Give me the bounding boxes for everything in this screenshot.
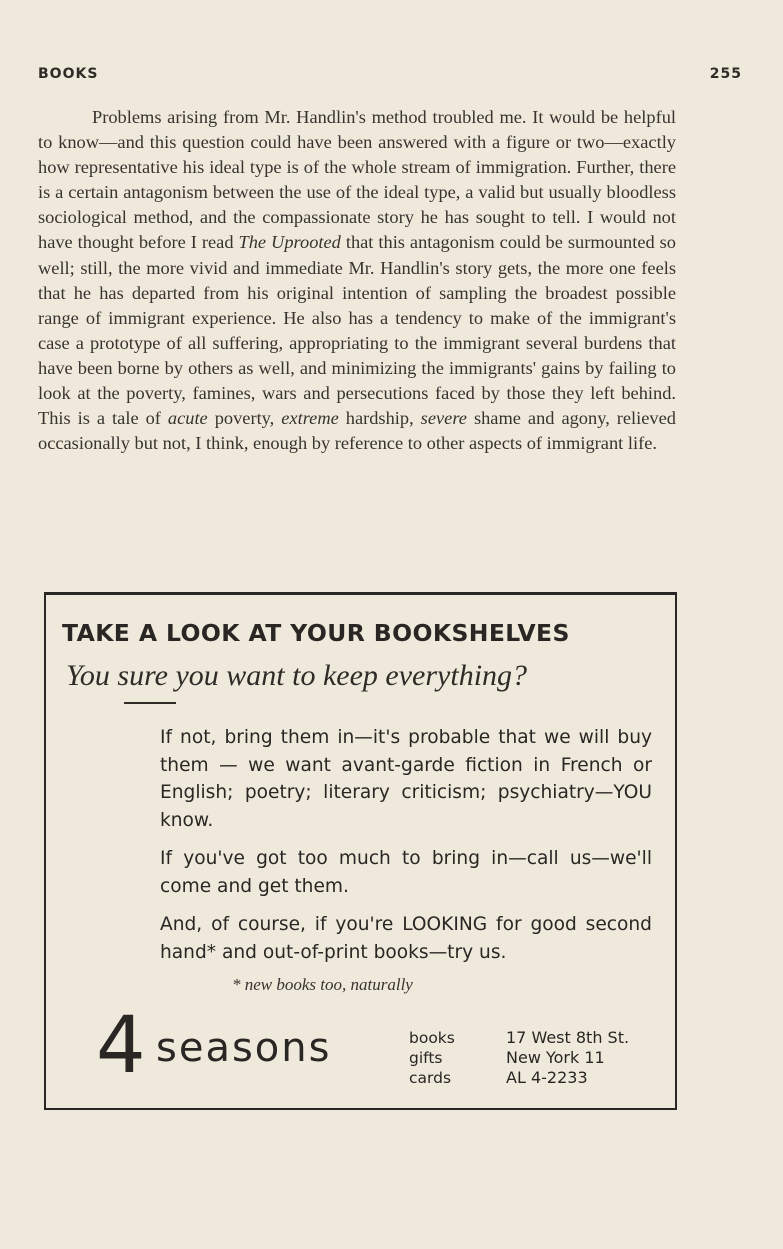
shop-address bbox=[506, 1028, 629, 1088]
shop-item: cards bbox=[409, 1069, 452, 1087]
book-title: The Uprooted bbox=[238, 232, 341, 253]
logo-wordmark: seasons bbox=[156, 1025, 332, 1071]
subhead-underline bbox=[124, 702, 176, 704]
running-head bbox=[38, 66, 742, 82]
review-paragraph bbox=[38, 105, 676, 456]
ad-copy-paragraph: And, of course, if you're LOOKING for good second hand* and out-of-print books—try us. bbox=[160, 914, 652, 963]
emphasis-severe: severe bbox=[420, 408, 467, 429]
shop-item: gifts bbox=[409, 1049, 443, 1067]
ad-subhead: You sure you want to keep everything? bbox=[66, 659, 528, 692]
text-run: Problems arising from Mr. Handlin's method troubled me. It would be helpful to know—and this question could have been answered with a figure or two—exactly how representative his ideal type is of the whole stream of immigration. Further, there is a certain antagonism between the use of the ideal type, a valid but usually bloodless sociological method, and the compassionate story he has sought to tell. I would not have thought before I read bbox=[38, 107, 676, 253]
ad-footnote: * new books too, naturally bbox=[232, 975, 413, 994]
ad-copy-paragraph: If you've got too much to bring in—call us—we'll come and get them. bbox=[160, 848, 652, 897]
emphasis-extreme: extreme bbox=[281, 408, 339, 429]
ad-headline: TAKE A LOOK AT YOUR BOOKSHELVES bbox=[62, 619, 570, 647]
emphasis-acute: acute bbox=[167, 408, 208, 429]
logo-numeral: 4 bbox=[96, 1001, 146, 1091]
address-phone: AL 4-2233 bbox=[506, 1068, 588, 1087]
page-number: 255 bbox=[709, 66, 742, 82]
text-run: shame and agony, relieved occasionally but not, I think, enough by reference to other aspects of immigrant life. bbox=[38, 408, 676, 454]
shop-item-list bbox=[409, 1028, 455, 1088]
ad-copy-paragraph: If not, bring them in—it's probable that we will buy them — we want avant-garde fiction in French or English; poetry; literary criticism; psychiatry—YOU know. bbox=[160, 727, 652, 831]
review-body bbox=[38, 105, 676, 456]
shop-item: books bbox=[409, 1029, 455, 1047]
address-street: 17 West 8th St. bbox=[506, 1028, 630, 1047]
address-city: New York 11 bbox=[506, 1048, 605, 1067]
ad-copy bbox=[160, 724, 652, 977]
text-run: poverty, bbox=[207, 408, 282, 429]
text-run: hardship, bbox=[338, 408, 421, 429]
section-title: BOOKS bbox=[38, 66, 99, 82]
bookshop-advertisement bbox=[44, 592, 677, 1110]
text-run: that this antagonism could be surmounted so well; still, the more vivid and immediate Mr. Handlin's story gets, the more one feels that he has departed from his original intention of sampling the broadest possible range of immigrant experience. He also has a tendency to make of the immigrant's case a prototype of all suffering, appropriating to the immigrant several burdens that have been borne by others as well, and minimizing the immigrants' gains by failing to look at the poverty, famines, wars and persecutions faced by those they left behind. This is a tale of bbox=[38, 232, 676, 429]
